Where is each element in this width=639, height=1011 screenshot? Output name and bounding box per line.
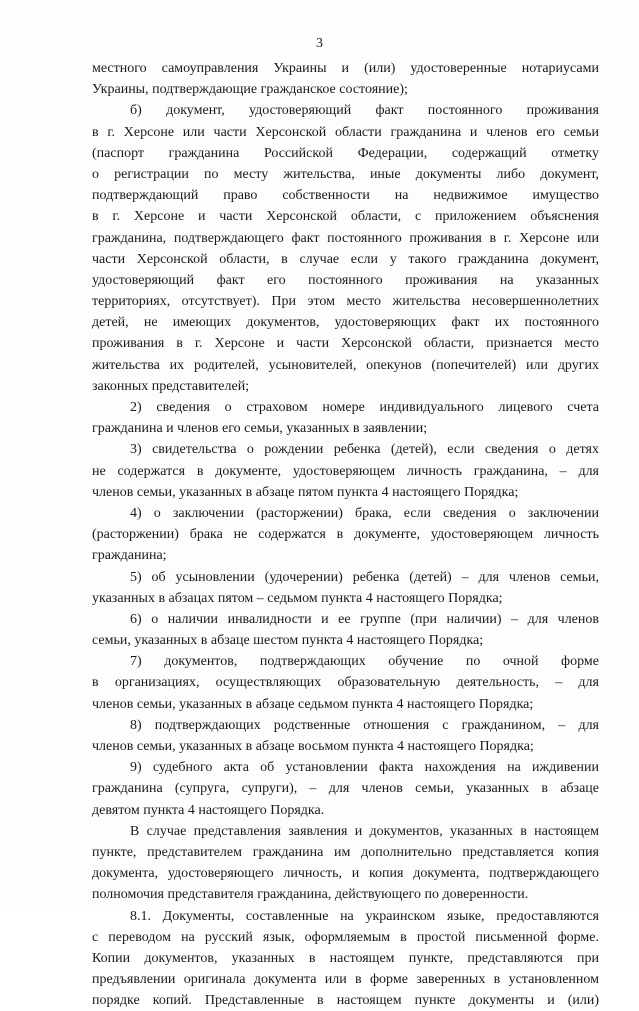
text-line: 5) об усыновлении (удочерении) ребенка (детей) – для членов семьи, (130, 569, 599, 585)
text-line: удостоверяющий факт его постоянного проживания на указанных (92, 272, 599, 288)
text-line: в г. Херсоне и части Херсонской области, с приложением объяснения (92, 209, 599, 225)
text-line: 9) судебного акта об установлении факта нахождения на иждивении (130, 760, 599, 776)
text-line: 7) документов, подтверждающих обучение по очной форме (130, 654, 599, 670)
text-line: полномочия представителя гражданина, действующего по доверенности. (92, 887, 529, 903)
text-line: проживания в г. Херсоне и части Херсонской области, признается место (92, 336, 599, 352)
text-line: порядке копий. Представленные в настоящем пункте документы и (или) (92, 993, 599, 1009)
text-line: пункте, представителем гражданина им дополнительно представляется копия (92, 844, 599, 860)
text-line: членов семьи, указанных в абзаце восьмом пункта 4 настоящего Порядка; (92, 739, 534, 754)
text-line: 4) о заключении (расторжении) брака, если сведения о заключении (130, 505, 599, 521)
text-line: гражданина (супруга, супруги), – для членов семьи, указанных в абзаце (92, 781, 599, 797)
text-line: о регистрации по месту жительства, иные документы либо документ, (92, 166, 599, 182)
text-line: местного самоуправления Украины и (или) удостоверенные нотариусами (92, 61, 599, 76)
text-line: 6) о наличии инвалидности и ее группе (при наличии) – для членов (130, 611, 599, 627)
text-line: 8.1. Документы, составленные на украинском языке, предоставляются (130, 908, 599, 924)
text-line: в организациях, осуществляющих образовательную деятельность, – для (92, 675, 599, 691)
text-line: В случае представления заявления и документов, указанных в настоящем (130, 823, 599, 839)
text-line: гражданина и членов его семьи, указанных в заявлении; (92, 421, 428, 437)
text-line: не содержатся в документе, удостоверяющем личность гражданина, – для (92, 463, 599, 479)
text-line: предъявлении оригинала документа или в форме заверенных в установленном (92, 972, 599, 988)
text-line: документа, удостоверяющего личность, и копия документа, подтверждающего (92, 866, 599, 882)
text-line: жительства их родителей, усыновителей, опекунов (попечителей) или других (92, 357, 599, 373)
text-line: девятом пункта 4 настоящего Порядка. (92, 802, 325, 818)
text-line: 3) свидетельства о рождении ребенка (детей), если сведения о детях (130, 442, 599, 458)
text-line: гражданина; (92, 548, 167, 564)
text-line: Украины, подтверждающие гражданское состояние); (92, 82, 408, 98)
text-line: гражданина, подтверждающего факт постоянного проживания в г. Херсоне или (92, 230, 599, 246)
text-line: территориях, отсутствует). При этом место жительства несовершеннолетних (92, 294, 599, 310)
text-line: (паспорт гражданина Российской Федерации, содержащий отметку (92, 145, 599, 161)
text-line: в г. Херсоне или части Херсонской области гражданина и членов его семьи (92, 124, 599, 140)
text-line: б) документ, удостоверяющий факт постоянного проживания (130, 103, 599, 119)
body-text (92, 58, 599, 1011)
text-line: с переводом на русский язык, оформляемым в простой письменной форме. (92, 929, 599, 945)
text-line: части Херсонской области, в случае если у такого гражданина документ, (92, 251, 599, 267)
text-line: Копии документов, указанных в настоящем пункте, представляются при (92, 950, 599, 966)
text-line: семьи, указанных в абзаце шестом пункта 4 настоящего Порядка; (92, 633, 484, 649)
text-line: детей, не имеющих документов, удостоверяющих факт их постоянного (92, 315, 599, 331)
text-line: указанных в абзацах пятом – седьмом пункта 4 настоящего Порядка; (92, 590, 503, 606)
text-line: 8) подтверждающих родственные отношения с гражданином, – для (130, 717, 599, 733)
text-line: законных представителей; (92, 378, 250, 394)
page-number: 3 (316, 36, 323, 51)
text-line: членов семьи, указанных в абзаце седьмом пункта 4 настоящего Порядка; (92, 696, 534, 712)
text-line: подтверждающий право собственности на недвижимое имущество (92, 188, 599, 204)
text-line: (расторжении) брака не содержатся в документе, удостоверяющем личность (92, 527, 599, 543)
text-line: 2) сведения о страховом номере индивидуального лицевого счета (130, 400, 599, 415)
text-line: членов семьи, указанных в абзаце пятом пункта 4 настоящего Порядка; (92, 484, 519, 500)
